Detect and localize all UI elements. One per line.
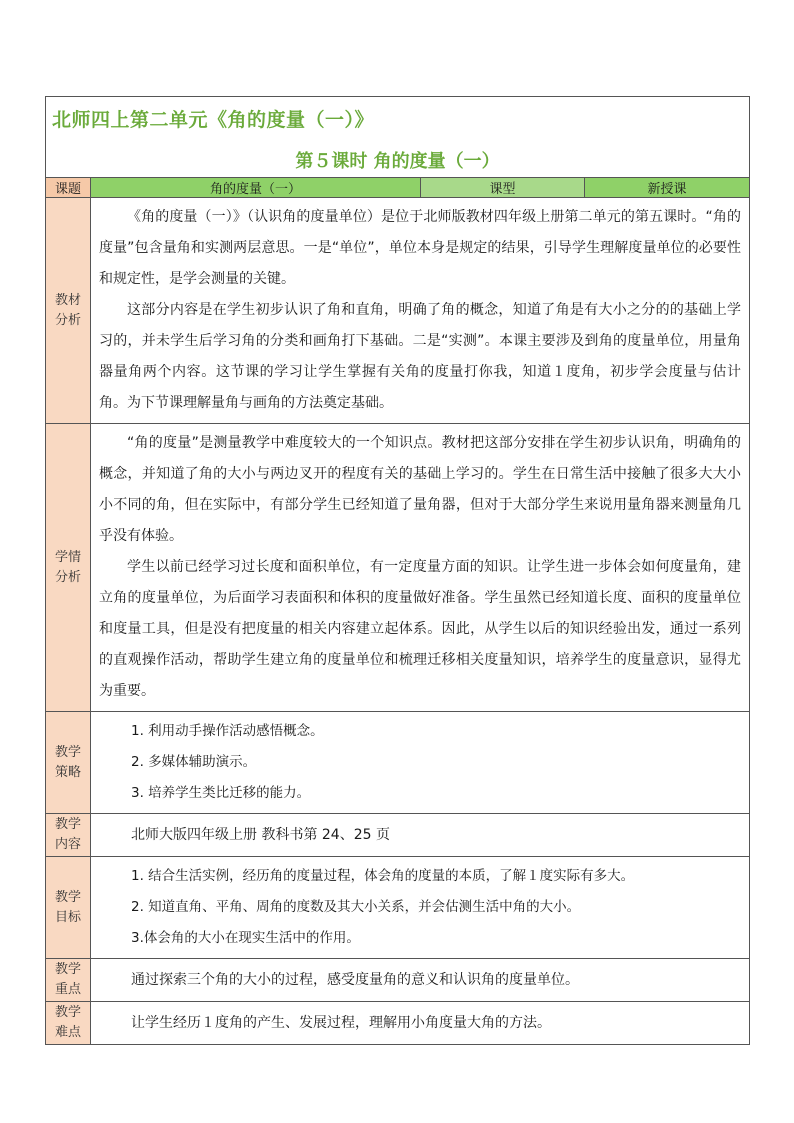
strategy-item-2: 2. 多媒体辅助演示。	[131, 754, 257, 770]
key-points-text: 通过探索三个角的大小的过程，感受度量角的意义和认识角的度量单位。	[131, 972, 579, 988]
teaching-content-label-text: 教学 内容	[54, 817, 81, 852]
goals-row	[46, 857, 750, 959]
textbook-analysis-content	[91, 198, 750, 424]
strategy-label	[46, 712, 91, 814]
key-points-row	[46, 959, 750, 1002]
goal-item-2: 2. 知道直角、平角、周角的度数及其大小关系，并会估测生活中角的大小。	[131, 899, 581, 915]
textbook-analysis-label-text: 教材 分析	[54, 292, 81, 328]
teaching-content-label	[46, 814, 91, 857]
goal-item-3: 3.体会角的大小在现实生活中的作用。	[131, 930, 360, 946]
unit-title: 北师四上第二单元《角的度量（一）》	[52, 109, 375, 131]
goal-item-1: 1. 结合生活实例，经历角的度量过程，体会角的度量的本质，了解１度实际有多大。	[131, 868, 635, 884]
students-paragraph-2: 学生以前已经学习过长度和面积单位，有一定度量方面的知识。让学生进一步体会如何度量角，建立角的度量单位，为后面学习表面积和体积的度量做好准备。学生虽然已经知道长度、面积的度量单位和度量工具，但是没有把度量的相关内容建立起体系。因此，从学生以后的知识经验出发，通过一系列的直观操作活动，帮助学生建立角的度量单位和梳理迁移相关度量知识，培养学生的度量意识，显得尤为重要。	[99, 559, 741, 699]
difficulties-row	[46, 1002, 750, 1045]
teaching-content-value	[91, 814, 750, 857]
strategy-content	[91, 712, 750, 814]
topic-label: 课题	[46, 178, 91, 198]
difficulties-label	[46, 1002, 91, 1045]
teaching-content-text: 北师大版四年级上册 教科书第 24、25 页	[131, 827, 390, 843]
textbook-paragraph-1: 《角的度量（一）》（认识角的度量单位）是位于北师版教材四年级上册第二单元的第五课时。“角的度量”包含量角和实测两层意思。一是“单位”，单位本身是规定的结果，引导学生理解度量单位的必要性和规定性，是学会测量的关键。	[99, 209, 741, 287]
topic-value: 角的度量（一）	[91, 178, 421, 198]
lesson-plan-document	[45, 96, 749, 1045]
type-label: 课型	[421, 178, 585, 198]
lesson-title: 第５课时 角的度量（一）	[295, 151, 500, 172]
strategy-item-3: 3. 培养学生类比迁移的能力。	[131, 785, 311, 801]
key-points-value	[91, 959, 750, 1002]
type-value: 新授课	[585, 178, 750, 198]
difficulties-label-text: 教学 难点	[54, 1005, 81, 1040]
textbook-analysis-row	[46, 198, 750, 424]
student-analysis-label	[46, 424, 91, 712]
goals-label-text: 教学 目标	[54, 889, 81, 925]
key-points-label-text: 教学 重点	[54, 962, 81, 997]
student-analysis-content	[91, 424, 750, 712]
textbook-analysis-label	[46, 198, 91, 424]
strategy-row	[46, 712, 750, 814]
strategy-item-1: 1. 利用动手操作活动感悟概念。	[131, 723, 324, 739]
title-cell	[46, 97, 750, 178]
student-analysis-row	[46, 424, 750, 712]
difficulties-value	[91, 1002, 750, 1045]
goals-content	[91, 857, 750, 959]
textbook-paragraph-2: 这部分内容是在学生初步认识了角和直角，明确了角的概念，知道了角是有大小之分的的基础上学习的，并未学生后学习角的分类和画角打下基础。二是“实测”。本课主要涉及到角的度量单位，用量角器量角两个内容。这节课的学习让学生掌握有关角的度量打你我，知道１度角，初步学会度量与估计角。为下节课理解量角与画角的方法奠定基础。	[99, 302, 741, 411]
lesson-plan-table	[45, 96, 750, 1045]
goals-label	[46, 857, 91, 959]
key-points-label	[46, 959, 91, 1002]
student-analysis-label-text: 学情 分析	[54, 549, 81, 585]
meta-row	[46, 178, 750, 198]
strategy-label-text: 教学 策略	[54, 744, 81, 780]
difficulties-text: 让学生经历１度角的产生、发展过程，理解用小角度量大角的方法。	[131, 1015, 551, 1031]
teaching-content-row	[46, 814, 750, 857]
students-paragraph-1: “角的度量”是测量教学中难度较大的一个知识点。教材把这部分安排在学生初步认识角，明确角的概念，并知道了角的大小与两边叉开的程度有关的基础上学习的。学生在日常生活中接触了很多大大小小不同的角，但在实际中，有部分学生已经知道了量角器，但对于大部分学生来说用量角器来测量角几乎没有体验。	[99, 435, 741, 544]
